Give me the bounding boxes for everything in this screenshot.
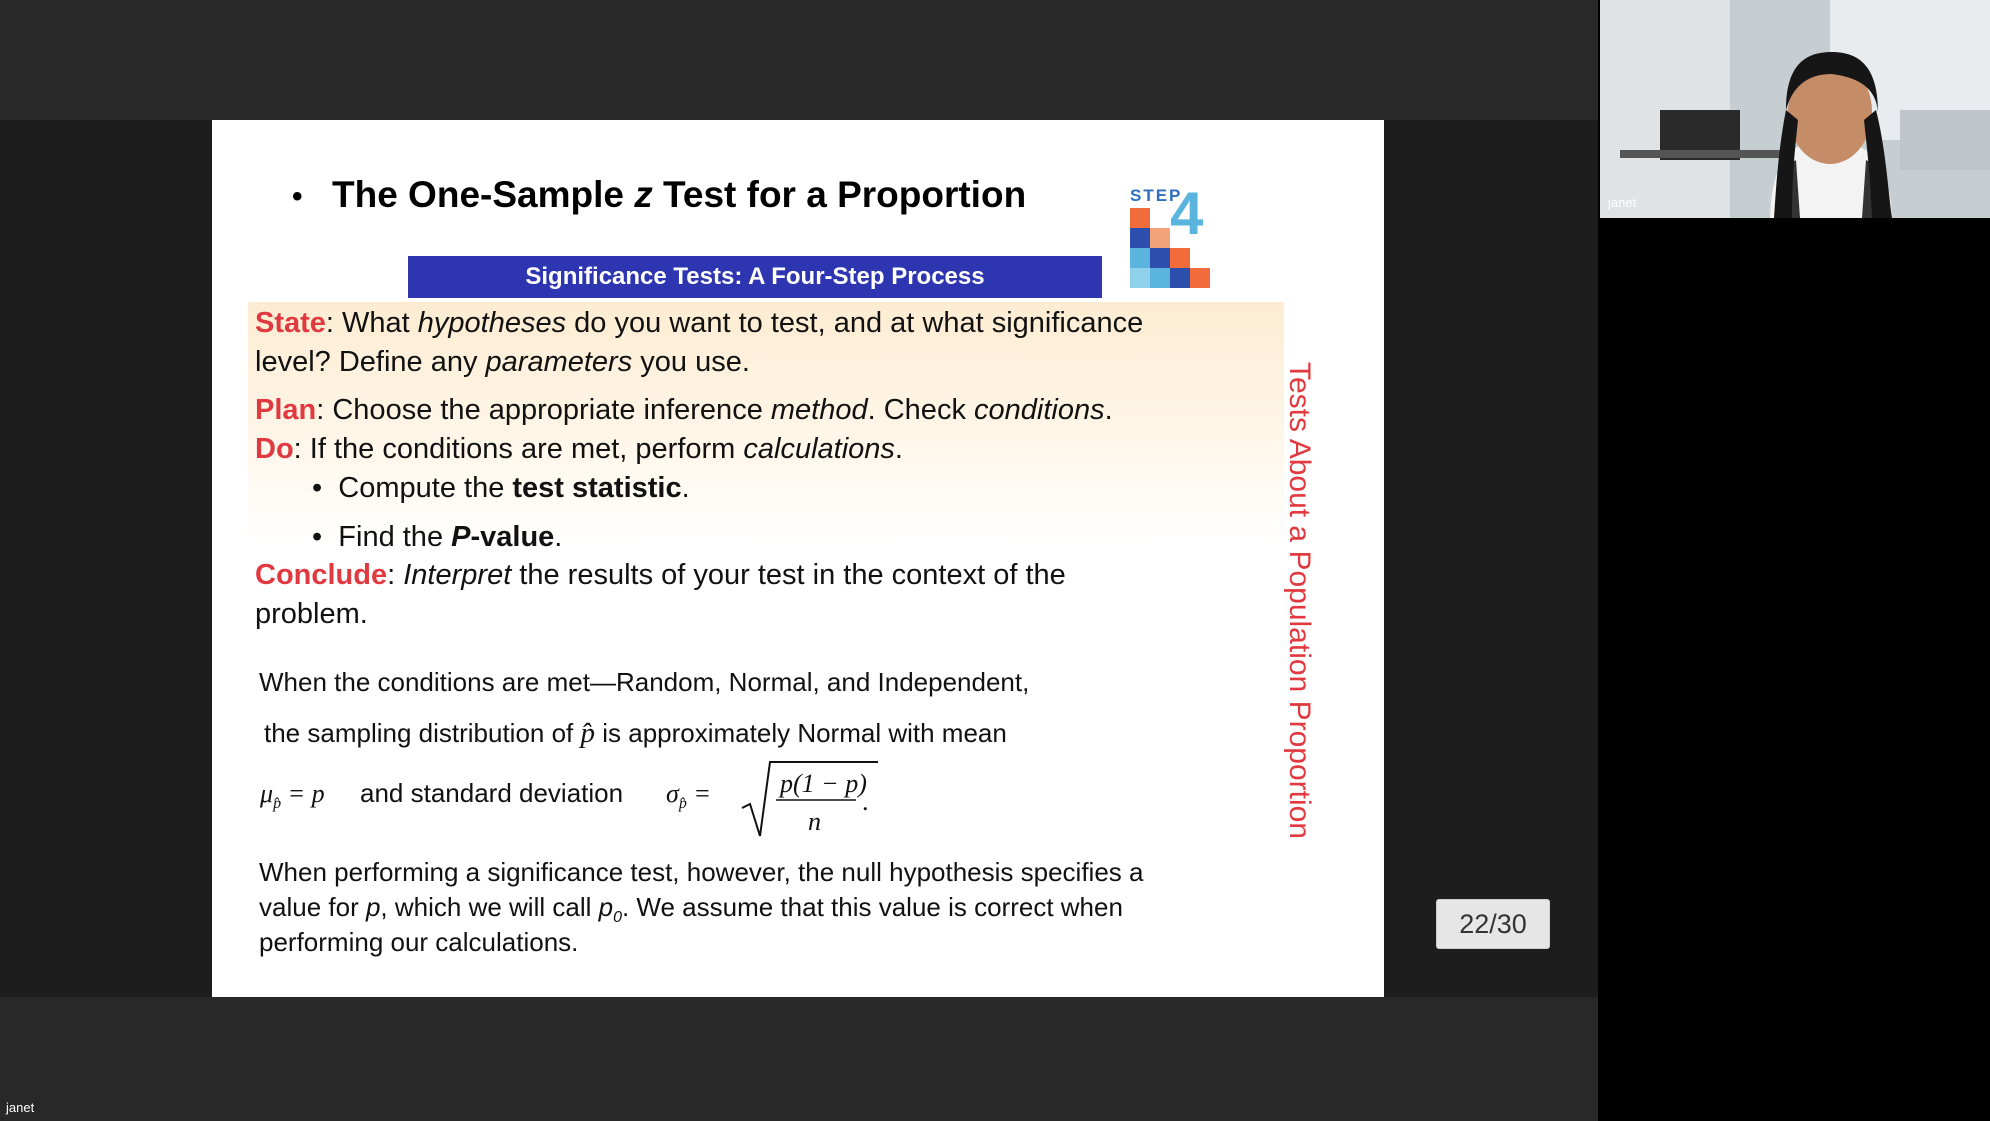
- top-band: [0, 0, 1598, 120]
- vertical-section-title: Tests About a Population Proportion: [1283, 362, 1316, 839]
- conditions-line-1: When the conditions are met—Random, Normal, and Independent,: [259, 667, 1030, 697]
- video-feed-icon: [1600, 0, 1990, 218]
- step-number: 4: [1170, 180, 1204, 247]
- null-hypothesis-line-3: performing our calculations.: [259, 927, 579, 957]
- step-square: [1150, 268, 1170, 288]
- step-square: [1130, 208, 1150, 228]
- do-label: Do: [255, 433, 294, 465]
- step-square: [1170, 248, 1190, 268]
- step-square: [1130, 268, 1150, 288]
- slide-page-counter: 22/30: [1436, 899, 1550, 949]
- svg-text:p(1 − p): p(1 − p): [780, 769, 867, 798]
- state-label: State: [255, 307, 326, 339]
- title-z: z: [634, 174, 653, 215]
- state-line-1: State: What hypotheses do you want to test, and at what significance: [255, 307, 1144, 339]
- left-margin: [0, 120, 212, 997]
- step-square: [1150, 228, 1170, 248]
- shared-slide: [212, 120, 1384, 997]
- formula-sigma: $\sigma_{p̂}$ =: [666, 779, 711, 813]
- step-square: [1170, 268, 1190, 288]
- participant-video-tile[interactable]: [1600, 0, 1990, 218]
- formula-text: and standard deviation: [360, 778, 624, 808]
- slide-title: [292, 174, 1026, 216]
- step-word: STEP: [1130, 186, 1183, 205]
- title-text-pre: The One-Sample: [332, 174, 635, 215]
- plan-label: Plan: [255, 394, 317, 426]
- right-margin: [1384, 120, 1598, 997]
- conditions-line-2: the sampling distribution of p̂ is approximately Normal with mean: [264, 717, 1007, 749]
- conclude-line-2: problem.: [255, 598, 368, 630]
- step-square: [1150, 248, 1170, 268]
- sqrt-icon: [740, 760, 880, 840]
- null-hypothesis-line-1: When performing a significance test, however, the null hypothesis specifies a: [259, 857, 1144, 887]
- conclude-label: Conclude: [255, 559, 388, 591]
- bullet-icon: •: [312, 472, 339, 504]
- bullet-icon: •: [312, 521, 339, 553]
- title-bullet: •: [292, 180, 303, 214]
- svg-text:n: n: [808, 807, 821, 836]
- svg-text:.: .: [862, 787, 869, 816]
- step-square: [1190, 268, 1210, 288]
- do-line: Do: If the conditions are met, perform calculations.: [255, 433, 903, 465]
- step-square: [1130, 248, 1150, 268]
- participant-video-name: janet: [1608, 195, 1637, 210]
- step-square: [1130, 228, 1150, 248]
- title-text-post: Test for a Proportion: [652, 174, 1027, 215]
- participant-name-label: janet: [6, 1100, 35, 1115]
- state-line-2: level? Define any parameters you use.: [255, 346, 750, 378]
- p-hat-symbol: p̂: [580, 717, 596, 749]
- do-bullet-p-value: • Find the P-value.: [312, 521, 563, 553]
- four-step-banner: Significance Tests: A Four-Step Process: [408, 256, 1102, 298]
- formula-mean: $\mu_{p̂} = p$: [260, 779, 325, 813]
- conclude-line-1: Conclude: Interpret the results of your test in the context of the: [255, 559, 1066, 591]
- bottom-band: [0, 997, 1598, 1121]
- do-bullet-test-statistic: • Compute the test statistic.: [312, 472, 690, 504]
- step-4-logo: [1130, 180, 1226, 298]
- null-hypothesis-line-2: value for p, which we will call $p_0$. We assume that this value is correct when: [259, 892, 1123, 927]
- plan-line: Plan: Choose the appropriate inference method. Check conditions.: [255, 394, 1113, 426]
